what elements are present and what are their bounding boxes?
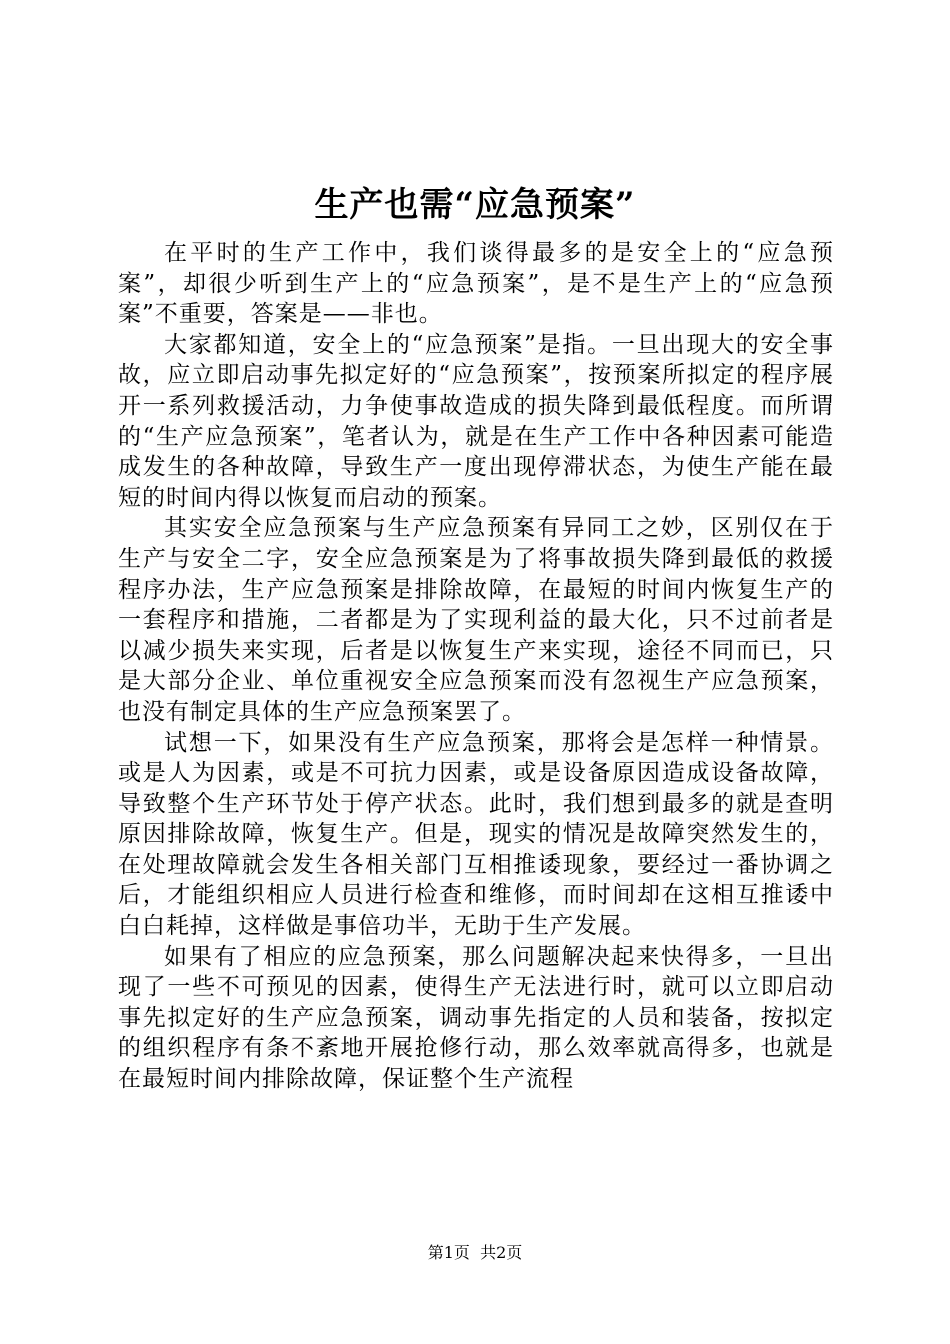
paragraph-4: 试想一下，如果没有生产应急预案，那将会是怎样一种情景。或是人为因素，或是不可抗力因素，或是设备原因造成设备故障，导致整个生产环节处于停产状态。此时，我们想到最多的就是查明原因排除故障，恢复生产。但是，现实的情况是故障突然发生的，在处理故障就会发生各相关部门互相推诿现象，要经过一番协调之后，才能组织相应人员进行检查和维修，而时间却在这相互推诿中白白耗掉，这样做是事倍功半，无助于生产发展。 — [118, 729, 834, 940]
document-title: 生产也需“应急预案” — [314, 185, 636, 225]
paragraph-2: 大家都知道，安全上的“应急预案”是指。一旦出现大的安全事故，应立即启动事先拟定好的“应急预案”，按预案所拟定的程序展开一系列救援活动，力争使事故造成的损失降到最低程度。而所谓的“生产应急预案”，笔者认为，就是在生产工作中各种因素可能造成发生的各种故障，导致生产一度出现停滞状态，为使生产能在最短的时间内得以恢复而启动的预案。 — [118, 331, 834, 511]
paragraph-5: 如果有了相应的应急预案，那么问题解决起来快得多，一旦出现了一些不可预见的因素，使得生产无法进行时，就可以立即启动事先拟定好的生产应急预案，调动事先指定的人员和装备，按拟定的组织程序有条不紊地开展抢修行动，那么效率就高得多，也就是在最短时间内排除故障，保证整个生产流程 — [118, 943, 834, 1093]
page-footer — [0, 1242, 950, 1264]
paragraph-1: 在平时的生产工作中，我们谈得最多的是安全上的“应急预案”，却很少听到生产上的“应急预案”，是不是生产上的“应急预案”不重要，答案是——非也。 — [118, 240, 834, 328]
page-number-label: 第1页 共2页 — [427, 1243, 523, 1262]
paragraph-3: 其实安全应急预案与生产应急预案有异同工之妙，区别仅在于生产与安全二字，安全应急预案是为了将事故损失降到最低的救援程序办法，生产应急预案是排除故障，在最短的时间内恢复生产的一套程序和措施，二者都是为了实现利益的最大化，只不过前者是以减少损失来实现，后者是以恢复生产来实现，途径不同而已，只是大部分企业、单位重视安全应急预案而没有忽视生产应急预案，也没有制定具体的生产应急预案罢了。 — [118, 515, 834, 725]
document-body — [118, 238, 834, 1095]
